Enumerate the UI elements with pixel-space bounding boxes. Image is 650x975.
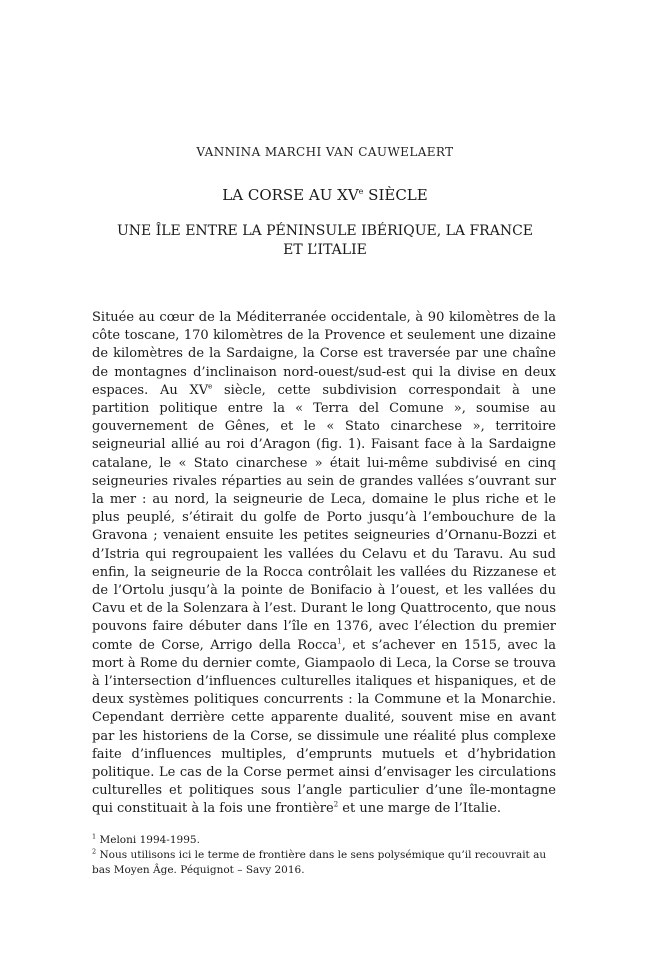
footnote-2-number: 2 (92, 847, 97, 856)
footnote-ref-1[interactable]: 1 (337, 637, 342, 646)
footnote-1-text: Meloni 1994-1995. (96, 834, 200, 846)
body-text-part-4: et une marge de l’Italie. (338, 801, 502, 817)
footnotes (92, 833, 556, 878)
chapter-title-text: LA CORSE AU XV (222, 186, 359, 204)
subtitle-line-1: UNE ÎLE ENTRE LA PÉNINSULE IBÉRIQUE, LA FRANCE (116, 223, 534, 239)
century-superscript: e (208, 382, 213, 391)
author-name: VANNINA MARCHI VAN CAUWELAERT (196, 145, 454, 159)
body-paragraph (92, 309, 556, 819)
body-text-part-3: , et s’achever en 1515, avec la mort à Rome du dernier comte, Giampaolo di Leca, la Corse se trouva à l’intersection d’influences culturelles italiques et hispaniques, et de deux systèmes politiques concurrents : la Commune et la Monarchie. Cependant derrière cette apparente dualité, souvent mise en avant par les historiens de la Corse, se dissimule une réalité plus complexe faite d’influences multiples, d’emprunts mutuels et d’hybridation politique. Le cas de la Corse permet ainsi d’envisager les circulations culturelles et politiques sous l’angle particulier d’une île-montagne qui constituait à la fois une frontière (92, 637, 556, 817)
footnote-1-number: 1 (92, 832, 97, 841)
footnote-2-text: Nous utilisons ici le terme de frontière dans le sens polysémique qu’il recouvrait au bas Moyen Âge. Péquignot – Savy 2016. (92, 849, 547, 876)
body-text-part-1: Située au cœur de la Méditerranée occidentale, à 90 kilomètres de la côte toscane, 170 kilomètres de la Provence et seulement une dizaine de kilomètres de la Sardaigne, la Corse est traversée par une chaîne de montagnes d’inclinaison nord-ouest/sud-est qui la divise en deux espaces. Au XV (92, 310, 556, 398)
chapter-subtitle (110, 222, 540, 260)
footnote-1 (92, 833, 556, 848)
footnote-2 (92, 848, 556, 878)
body-text-part-2: siècle, cette subdivision correspondait à une partition politique entre la « Terra del Comune », soumise au gouvernement de Gênes, et le « Stato cinarchese », territoire seigneurial allié au roi d’Aragon (fig. 1). Faisant face à la Sardaigne catalane, le « Stato cinarchese » était lui-même subdivisé en cinq seigneuries rivales réparties au sein de grandes vallées s’ouvrant sur la mer : au nord, la seigneurie de Leca, domaine le plus riche et le plus peuplé, s’étirait du golfe de Porto jusqu’à l’embouchure de la Gravona ; venaient ensuite les petites seigneuries d’Ornanu-Bozzi et d’Istria qui regroupaient les vallées du Celavu et du Taravu. Au sud enfin, la seigneurie de la Rocca contrôlait les vallées du Rizzanese et de l’Ortolu jusqu’à la pointe de Bonifacio à l’ouest, et les vallées du Cavu et de la Solenzara à l’est. Durant le long Quattrocento, que nous pouvons faire débuter dans l’île en 1376, avec l’élection du premier comte de Corse, Arrigo della Rocca (92, 382, 556, 653)
footnote-ref-2[interactable]: 2 (333, 801, 339, 810)
title-superscript: e (358, 187, 364, 196)
chapter-title-suffix: SIÈCLE (363, 186, 428, 204)
subtitle-line-2: ET L’ITALIE (283, 242, 367, 258)
chapter-title (0, 186, 650, 204)
